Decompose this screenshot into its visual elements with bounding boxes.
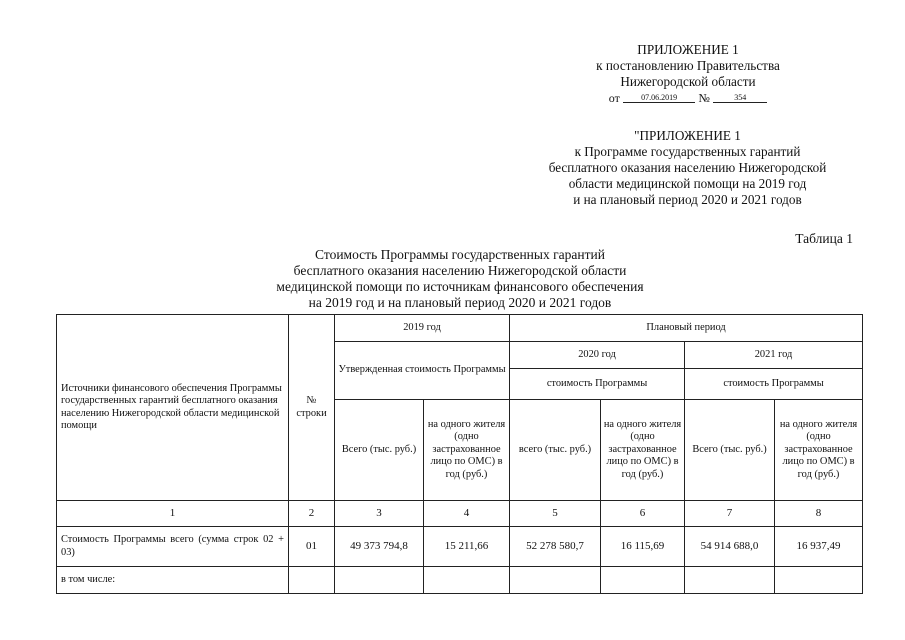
total-2020-value: 52 278 580,7 <box>510 527 601 567</box>
column-number: 2 <box>289 501 335 527</box>
total-2020-header: всего (тыс. руб.) <box>510 400 601 501</box>
column-number: 5 <box>510 501 601 527</box>
program-appendix-line: бесплатного оказания населению Нижегородской <box>548 160 827 175</box>
per-resident-2021-value: 16 937,49 <box>775 527 863 567</box>
header-row <box>57 315 863 342</box>
source-header: Источники финансового обеспечения Программы государственных гарантий бесплатного оказания населению Нижегородской области медицинской помощи <box>57 315 289 501</box>
number-value: 354 <box>713 93 767 103</box>
program-appendix-line: к Программе государственных гарантий <box>574 144 801 159</box>
per-resident-2020-value: 16 115,69 <box>601 527 685 567</box>
program-appendix-header <box>520 128 855 208</box>
column-number: 4 <box>424 501 510 527</box>
appendix-date-line <box>560 90 816 106</box>
total-2021-value <box>685 567 775 594</box>
column-number: 8 <box>775 501 863 527</box>
row-code: 01 <box>289 527 335 567</box>
per-resident-2020-header: на одного жителя (одно застрахованное лицо по ОМС) в год (руб.) <box>601 400 685 501</box>
per-resident-2021-value <box>775 567 863 594</box>
row-label: в том числе: <box>57 567 289 594</box>
planned-period-header: Плановый период <box>510 315 863 342</box>
total-2019-value <box>335 567 424 594</box>
column-number: 3 <box>335 501 424 527</box>
column-number: 7 <box>685 501 775 527</box>
column-number: 6 <box>601 501 685 527</box>
title-line: медицинской помощи по источникам финансового обеспечения <box>276 279 644 294</box>
program-cost-2020-header: стоимость Программы <box>510 369 685 400</box>
per-resident-2019-value <box>424 567 510 594</box>
program-appendix-line: и на плановый период 2020 и 2021 годов <box>573 192 802 207</box>
per-resident-2020-value <box>601 567 685 594</box>
year-2020-header: 2020 год <box>510 342 685 369</box>
table-row <box>57 527 863 567</box>
table-row <box>57 567 863 594</box>
row-code <box>289 567 335 594</box>
title-line: на 2019 год и на плановый период 2020 и 2021 годов <box>308 295 612 310</box>
from-label: от <box>608 91 620 105</box>
total-2021-header: Всего (тыс. руб.) <box>685 400 775 501</box>
total-2019-header: Всего (тыс. руб.) <box>335 400 424 501</box>
program-appendix-title: "ПРИЛОЖЕНИЕ 1 <box>634 128 741 143</box>
year-2021-header: 2021 год <box>685 342 863 369</box>
program-appendix-line: области медицинской помощи на 2019 год <box>568 176 807 191</box>
program-cost-2021-header: стоимость Программы <box>685 369 863 400</box>
row-number-header: № строки <box>289 315 335 501</box>
column-number-row <box>57 501 863 527</box>
total-2020-value <box>510 567 601 594</box>
cost-table <box>56 314 863 594</box>
table-number-label: Таблица 1 <box>795 231 853 246</box>
per-resident-2021-header: на одного жителя (одно застрахованное лицо по ОМС) в год (руб.) <box>775 400 863 501</box>
number-label: № <box>698 91 710 105</box>
date-value: 07.06.2019 <box>623 93 695 103</box>
appendix-title: ПРИЛОЖЕНИЕ 1 <box>637 42 739 57</box>
row-label: Стоимость Программы всего (сумма строк 02 + 03) <box>57 527 289 567</box>
title-line: бесплатного оказания населению Нижегородской области <box>293 263 627 278</box>
per-resident-2019-value: 15 211,66 <box>424 527 510 567</box>
total-2021-value: 54 914 688,0 <box>685 527 775 567</box>
approved-cost-header: Утвержденная стоимость Программы <box>335 342 510 400</box>
appendix-header <box>560 42 816 106</box>
column-number: 1 <box>57 501 289 527</box>
document-title <box>200 247 720 311</box>
per-resident-2019-header: на одного жителя (одно застрахованное лицо по ОМС) в год (руб.) <box>424 400 510 501</box>
total-2019-value: 49 373 794,8 <box>335 527 424 567</box>
year-2019-header: 2019 год <box>335 315 510 342</box>
title-line: Стоимость Программы государственных гарантий <box>315 247 605 262</box>
appendix-line: Нижегородской области <box>620 74 756 89</box>
appendix-line: к постановлению Правительства <box>596 58 780 73</box>
